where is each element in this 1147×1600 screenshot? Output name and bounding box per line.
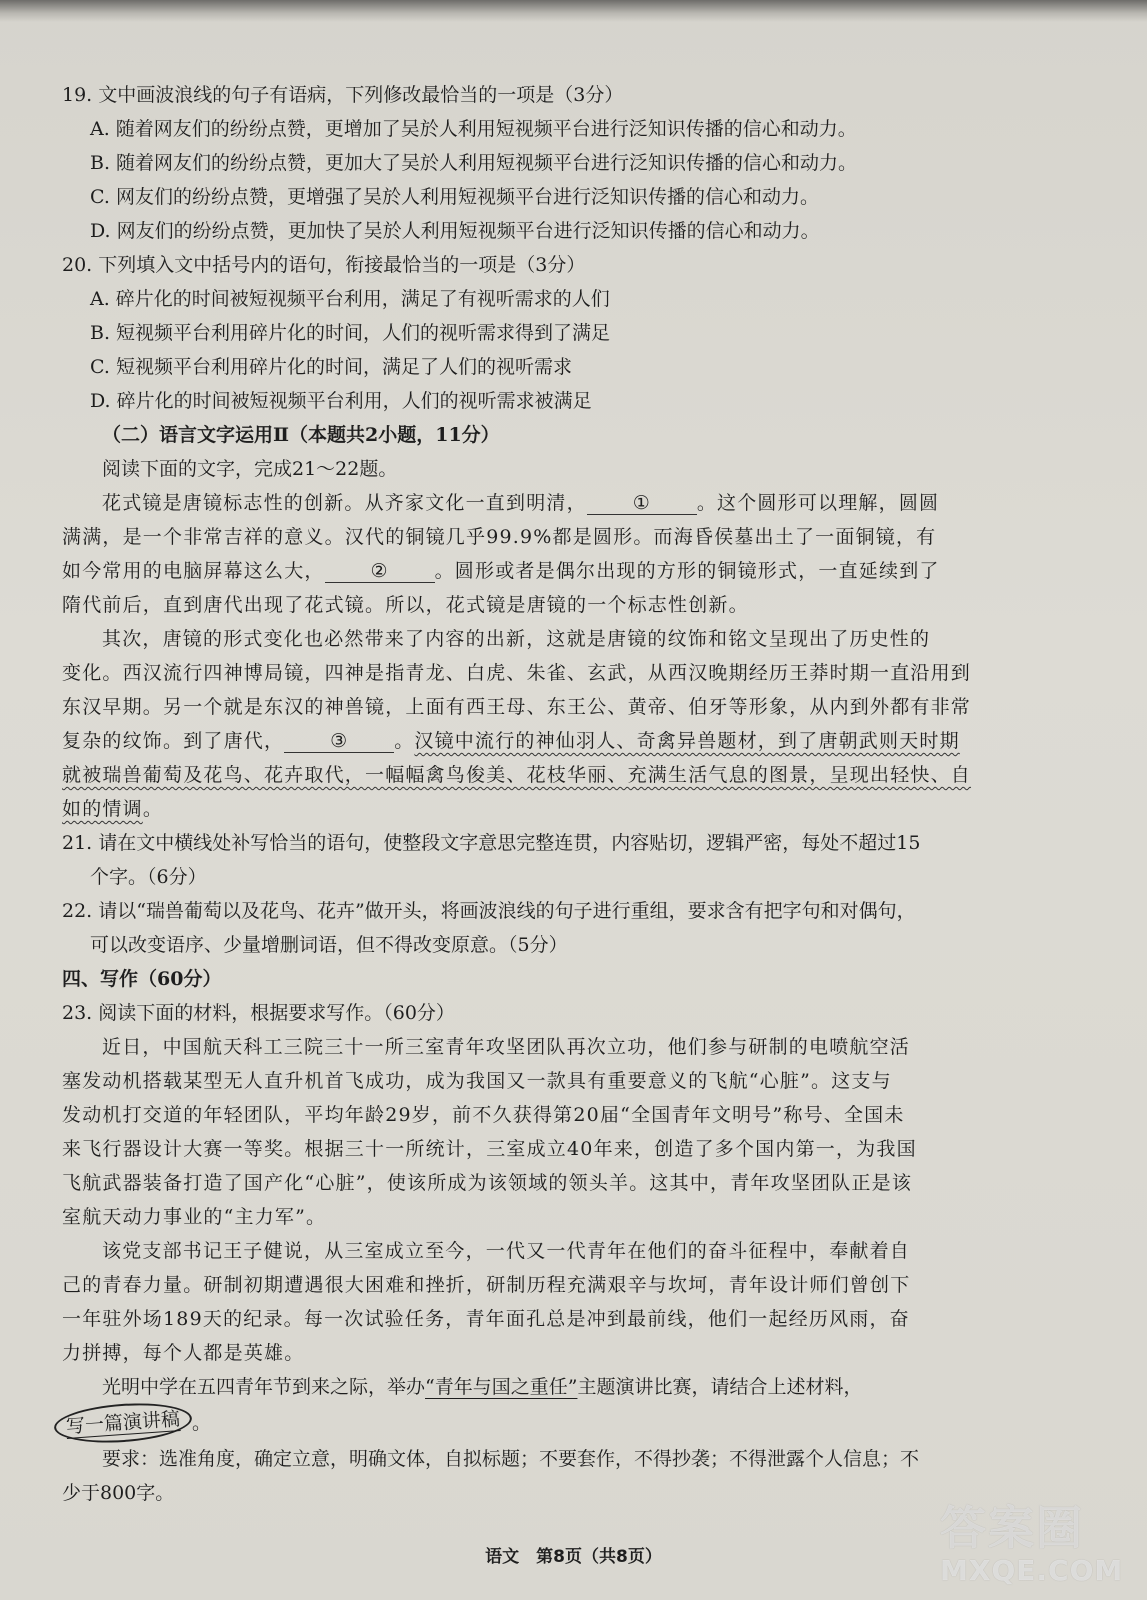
task-text: 。 <box>192 1412 212 1434</box>
passage-line <box>62 554 1062 588</box>
passage-text: 花式镜是唐镜标志性的创新。从齐家文化一直到明清， <box>102 492 587 514</box>
task-underlined: 写一篇演讲稿 <box>65 1408 181 1438</box>
blank-1: ① <box>587 492 697 515</box>
material-line: 一年驻外场189天的纪录。每一次试验任务，青年面孔总是冲到最前线，他们一起经历风雨，奋 <box>62 1308 910 1330</box>
q20-option-d: D. 碎片化的时间被短视频平台利用，人们的视听需求被满足 <box>90 390 592 412</box>
q21-stem-cont: 个字。（6分） <box>90 866 207 888</box>
q19-option-a: A. 随着网友们的纷纷点赞，更增加了吴於人利用短视频平台进行泛知识传播的信心和动力。 <box>90 118 857 140</box>
q21-stem: 21. 请在文中横线处补写恰当的语句，使整段文字意思完整连贯，内容贴切，逻辑严密，每处不超过15 <box>62 832 921 854</box>
task-line <box>62 1404 1062 1442</box>
material-line: 室航天动力事业的“主力军”。 <box>62 1206 327 1228</box>
q23-stem: 23. 阅读下面的材料，根据要求写作。（60分） <box>62 1002 455 1024</box>
q19-option-d: D. 网友们的纷纷点赞，更加快了吴於人利用短视频平台进行泛知识传播的信心和动力。 <box>90 220 820 242</box>
material-line: 该党支部书记王子健说，从三室成立至今，一代又一代青年在他们的奋斗征程中，奉献着自 <box>102 1240 911 1262</box>
material-line: 发动机打交道的年轻团队，平均年龄29岁，前不久获得第20届“全国青年文明号”称号、全国未 <box>62 1104 905 1126</box>
task-text: 光明中学在五四青年节到来之际，举办 <box>102 1376 426 1398</box>
material-line: 来飞行器设计大赛一等奖。根据三十一所统计，三室成立40年来，创造了多个国内第一，为我国 <box>62 1138 917 1160</box>
watermark-logo <box>940 1502 1130 1592</box>
section2-intro: 阅读下面的文字，完成21～22题。 <box>102 458 398 480</box>
passage-text: 。 <box>142 798 164 820</box>
passage-line: 变化。西汉流行四神博局镜，四神是指青龙、白虎、朱雀、玄武，从西汉晚期经历王莽时期一直沿用到 <box>62 662 972 684</box>
q19-option-b: B. 随着网友们的纷纷点赞，更加大了吴於人利用短视频平台进行泛知识传播的信心和动力。 <box>90 152 858 174</box>
material-line: 塞发动机搭载某型无人直升机首飞成功，成为我国又一款具有重要意义的飞航“心脏”。这支与 <box>62 1070 892 1092</box>
q19-option-c: C. 网友们的纷纷点赞，更增强了吴於人利用短视频平台进行泛知识传播的信心和动力。 <box>90 186 819 208</box>
requirements-line: 少于800字。 <box>62 1482 175 1504</box>
material-line: 力拼搏，每个人都是英雄。 <box>62 1342 305 1364</box>
passage-line: 东汉早期。另一个就是东汉的神兽镜，上面有西王母、东王公、黄帝、伯牙等形象，从内到外都有非常 <box>62 696 972 718</box>
q20-stem: 20. 下列填入文中括号内的语句，衔接最恰当的一项是（3分） <box>62 254 586 276</box>
passage-text: 复杂的纹饰。到了唐代， <box>62 730 285 752</box>
blank-2: ② <box>325 560 435 583</box>
blank-3: ③ <box>284 730 394 753</box>
passage-line <box>62 758 1062 792</box>
q22-stem: 22. 请以“瑞兽葡萄以及花鸟、花卉”做开头，将画波浪线的句子进行重组，要求含有把字句和对偶句， <box>62 900 916 922</box>
passage-text: 。圆形或者是偶尔出现的方形的铜镜形式，一直延续到了 <box>434 560 940 582</box>
circled-task <box>53 1399 193 1447</box>
material-line: 己的青春力量。研制初期遭遇很大困难和挫折，研制历程充满艰辛与坎坷，青年设计师们曾创下 <box>62 1274 911 1296</box>
wavy-sentence: 就被瑞兽葡萄及花鸟、花卉取代，一幅幅禽鸟俊美、花枝华丽、充满生活气息的图景，呈现出轻快、自 <box>62 764 972 786</box>
passage-line <box>62 724 1062 758</box>
section4-heading: 四、写作（60分） <box>62 968 222 990</box>
passage-line: 其次，唐镜的形式变化也必然带来了内容的出新，这就是唐镜的纹饰和铭文呈现出了历史性的 <box>102 628 931 650</box>
page-footer: 语文 第8页（共8页） <box>485 1547 662 1567</box>
task-line <box>62 1370 1062 1404</box>
q20-option-a: A. 碎片化的时间被短视频平台利用，满足了有视听需求的人们 <box>90 288 610 310</box>
watermark-top: 答案圈 <box>940 1501 1084 1555</box>
passage-line <box>62 486 1062 520</box>
passage-text: 。这个圆形可以理解，圆圆 <box>696 492 940 514</box>
passage-text: 。 <box>394 730 415 752</box>
watermark-bottom: MXQE.COM <box>940 1554 1124 1587</box>
wavy-sentence: 如的情调 <box>62 798 143 820</box>
passage-line <box>62 792 1062 826</box>
passage-line: 隋代前后，直到唐代出现了花式镜。所以，花式镜是唐镜的一个标志性创新。 <box>62 594 749 616</box>
q19-stem: 19. 文中画波浪线的句子有语病，下列修改最恰当的一项是（3分） <box>62 84 624 106</box>
page-top-shadow <box>0 0 1147 22</box>
wavy-sentence: 汉镜中流行的神仙羽人、奇禽异兽题材，到了唐朝武则天时期 <box>414 730 960 752</box>
task-text: 主题演讲比赛，请结合上述材料， <box>577 1376 863 1398</box>
passage-line: 满满，是一个非常吉祥的意义。汉代的铜镜几乎99.9%都是圆形。而海昏侯墓出土了一面铜镜，有 <box>62 526 937 548</box>
section2-heading: （二）语言文字运用Ⅱ（本题共2小题，11分） <box>102 424 500 446</box>
q20-option-b: B. 短视频平台利用碎片化的时间，人们的视听需求得到了满足 <box>90 322 611 344</box>
exam-content <box>62 78 1062 1510</box>
material-line: 飞航武器装备打造了国产化“心脏”，使该所成为该领域的领头羊。这其中，青年攻坚团队正是该 <box>62 1172 913 1194</box>
requirements-line: 要求：选准角度，确定立意，明确文体，自拟标题；不要套作，不得抄袭；不得泄露个人信息；不 <box>102 1448 920 1470</box>
theme-underlined: “青年与国之重任” <box>425 1376 578 1398</box>
passage-text: 如今常用的电脑屏幕这么大， <box>62 560 325 582</box>
q22-stem-cont: 可以改变语序、少量增删词语，但不得改变原意。（5分） <box>90 934 568 956</box>
q20-option-c: C. 短视频平台利用碎片化的时间，满足了人们的视听需求 <box>90 356 572 378</box>
material-line: 近日，中国航天科工三院三十一所三室青年攻坚团队再次立功，他们参与研制的电喷航空活 <box>102 1036 911 1058</box>
